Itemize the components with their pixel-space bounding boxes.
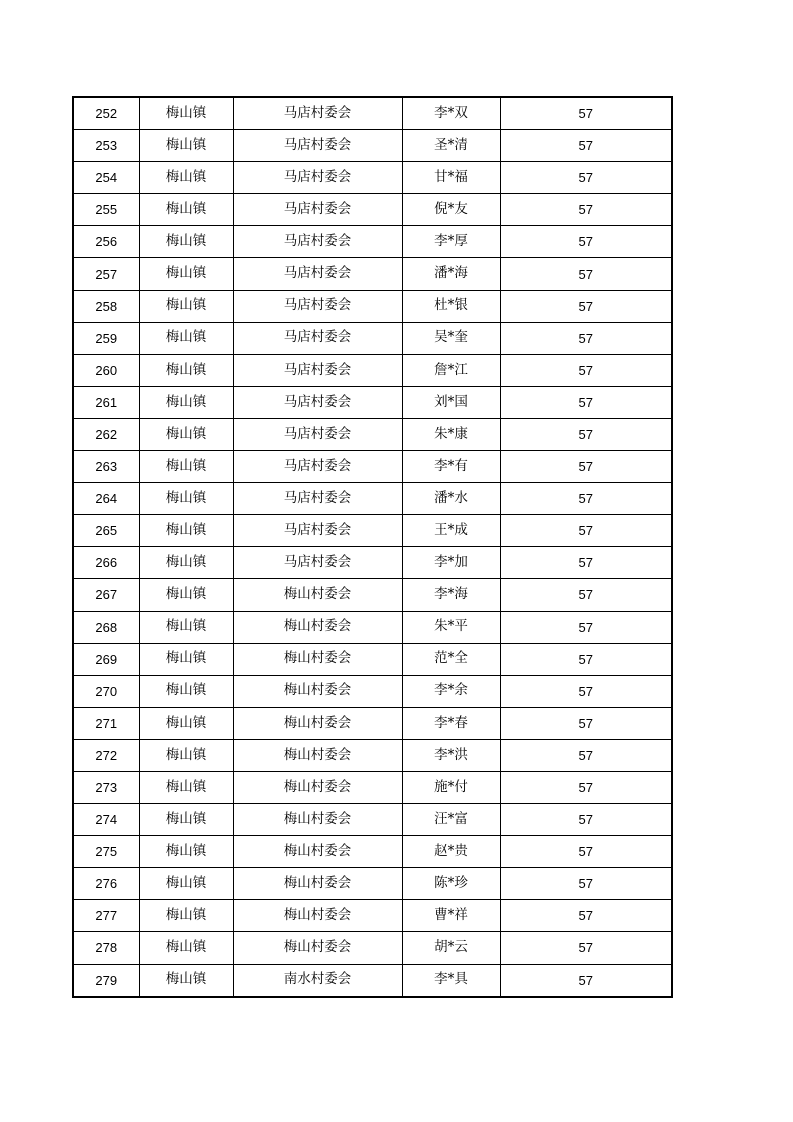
town-cell: 梅山镇 (139, 643, 233, 675)
row-number-cell: 279 (73, 964, 139, 997)
table-row (73, 964, 672, 997)
amount-cell: 57 (500, 354, 672, 386)
person-name-cell: 潘*海 (402, 258, 500, 290)
person-name-cell: 倪*友 (402, 194, 500, 226)
person-name-cell: 曹*祥 (402, 900, 500, 932)
row-number-cell: 258 (73, 290, 139, 322)
table-row (73, 739, 672, 771)
amount-cell: 57 (500, 547, 672, 579)
person-name-cell: 朱*康 (402, 418, 500, 450)
roster-table (72, 96, 673, 998)
person-name-cell: 李*有 (402, 451, 500, 483)
village-committee-cell: 梅山村委会 (233, 643, 402, 675)
row-number-cell: 256 (73, 226, 139, 258)
town-cell: 梅山镇 (139, 354, 233, 386)
person-name-cell: 王*成 (402, 515, 500, 547)
person-name-cell: 詹*江 (402, 354, 500, 386)
amount-cell: 57 (500, 611, 672, 643)
town-cell: 梅山镇 (139, 451, 233, 483)
town-cell: 梅山镇 (139, 771, 233, 803)
table-row (73, 354, 672, 386)
person-name-cell: 李*加 (402, 547, 500, 579)
town-cell: 梅山镇 (139, 418, 233, 450)
town-cell: 梅山镇 (139, 707, 233, 739)
person-name-cell: 甘*福 (402, 162, 500, 194)
village-committee-cell: 马店村委会 (233, 418, 402, 450)
person-name-cell: 杜*银 (402, 290, 500, 322)
person-name-cell: 刘*国 (402, 386, 500, 418)
village-committee-cell: 马店村委会 (233, 483, 402, 515)
table-row (73, 611, 672, 643)
person-name-cell: 潘*水 (402, 483, 500, 515)
town-cell: 梅山镇 (139, 130, 233, 162)
person-name-cell: 李*洪 (402, 739, 500, 771)
amount-cell: 57 (500, 739, 672, 771)
village-committee-cell: 马店村委会 (233, 322, 402, 354)
town-cell: 梅山镇 (139, 868, 233, 900)
table-row (73, 868, 672, 900)
town-cell: 梅山镇 (139, 290, 233, 322)
town-cell: 梅山镇 (139, 386, 233, 418)
amount-cell: 57 (500, 162, 672, 194)
town-cell: 梅山镇 (139, 194, 233, 226)
town-cell: 梅山镇 (139, 515, 233, 547)
row-number-cell: 264 (73, 483, 139, 515)
town-cell: 梅山镇 (139, 739, 233, 771)
town-cell: 梅山镇 (139, 932, 233, 964)
town-cell: 梅山镇 (139, 611, 233, 643)
row-number-cell: 278 (73, 932, 139, 964)
amount-cell: 57 (500, 675, 672, 707)
amount-cell: 57 (500, 579, 672, 611)
town-cell: 梅山镇 (139, 483, 233, 515)
row-number-cell: 268 (73, 611, 139, 643)
table-row (73, 771, 672, 803)
person-name-cell: 李*春 (402, 707, 500, 739)
village-committee-cell: 梅山村委会 (233, 739, 402, 771)
town-cell: 梅山镇 (139, 804, 233, 836)
table-row (73, 386, 672, 418)
row-number-cell: 266 (73, 547, 139, 579)
row-number-cell: 252 (73, 97, 139, 130)
village-committee-cell: 马店村委会 (233, 386, 402, 418)
town-cell: 梅山镇 (139, 226, 233, 258)
village-committee-cell: 梅山村委会 (233, 675, 402, 707)
row-number-cell: 275 (73, 836, 139, 868)
person-name-cell: 圣*清 (402, 130, 500, 162)
village-committee-cell: 梅山村委会 (233, 900, 402, 932)
person-name-cell: 赵*贵 (402, 836, 500, 868)
village-committee-cell: 梅山村委会 (233, 707, 402, 739)
row-number-cell: 276 (73, 868, 139, 900)
village-committee-cell: 马店村委会 (233, 515, 402, 547)
village-committee-cell: 梅山村委会 (233, 932, 402, 964)
person-name-cell: 施*付 (402, 771, 500, 803)
amount-cell: 57 (500, 451, 672, 483)
town-cell: 梅山镇 (139, 258, 233, 290)
amount-cell: 57 (500, 932, 672, 964)
person-name-cell: 胡*云 (402, 932, 500, 964)
row-number-cell: 262 (73, 418, 139, 450)
table-row (73, 322, 672, 354)
table-row (73, 418, 672, 450)
amount-cell: 57 (500, 771, 672, 803)
person-name-cell: 李*余 (402, 675, 500, 707)
row-number-cell: 253 (73, 130, 139, 162)
town-cell: 梅山镇 (139, 964, 233, 997)
table-row (73, 643, 672, 675)
table-row (73, 130, 672, 162)
roster-table-body (73, 97, 672, 997)
town-cell: 梅山镇 (139, 579, 233, 611)
row-number-cell: 274 (73, 804, 139, 836)
row-number-cell: 265 (73, 515, 139, 547)
person-name-cell: 朱*平 (402, 611, 500, 643)
table-row (73, 836, 672, 868)
amount-cell: 57 (500, 97, 672, 130)
table-row (73, 900, 672, 932)
village-committee-cell: 马店村委会 (233, 290, 402, 322)
town-cell: 梅山镇 (139, 900, 233, 932)
amount-cell: 57 (500, 707, 672, 739)
village-committee-cell: 梅山村委会 (233, 804, 402, 836)
village-committee-cell: 马店村委会 (233, 162, 402, 194)
row-number-cell: 269 (73, 643, 139, 675)
village-committee-cell: 马店村委会 (233, 258, 402, 290)
row-number-cell: 255 (73, 194, 139, 226)
village-committee-cell: 梅山村委会 (233, 611, 402, 643)
person-name-cell: 陈*珍 (402, 868, 500, 900)
row-number-cell: 267 (73, 579, 139, 611)
table-row (73, 194, 672, 226)
amount-cell: 57 (500, 418, 672, 450)
amount-cell: 57 (500, 258, 672, 290)
village-committee-cell: 梅山村委会 (233, 836, 402, 868)
person-name-cell: 汪*富 (402, 804, 500, 836)
row-number-cell: 273 (73, 771, 139, 803)
row-number-cell: 254 (73, 162, 139, 194)
amount-cell: 57 (500, 868, 672, 900)
town-cell: 梅山镇 (139, 162, 233, 194)
village-committee-cell: 马店村委会 (233, 354, 402, 386)
person-name-cell: 李*海 (402, 579, 500, 611)
row-number-cell: 259 (73, 322, 139, 354)
row-number-cell: 277 (73, 900, 139, 932)
amount-cell: 57 (500, 290, 672, 322)
town-cell: 梅山镇 (139, 675, 233, 707)
amount-cell: 57 (500, 643, 672, 675)
amount-cell: 57 (500, 515, 672, 547)
table-row (73, 97, 672, 130)
table-row (73, 451, 672, 483)
village-committee-cell: 马店村委会 (233, 194, 402, 226)
person-name-cell: 吴*奎 (402, 322, 500, 354)
table-row (73, 675, 672, 707)
village-committee-cell: 梅山村委会 (233, 868, 402, 900)
amount-cell: 57 (500, 322, 672, 354)
town-cell: 梅山镇 (139, 322, 233, 354)
village-committee-cell: 梅山村委会 (233, 771, 402, 803)
table-row (73, 258, 672, 290)
row-number-cell: 270 (73, 675, 139, 707)
table-row (73, 804, 672, 836)
table-row (73, 226, 672, 258)
row-number-cell: 257 (73, 258, 139, 290)
amount-cell: 57 (500, 836, 672, 868)
amount-cell: 57 (500, 386, 672, 418)
table-row (73, 515, 672, 547)
village-committee-cell: 梅山村委会 (233, 579, 402, 611)
table-row (73, 579, 672, 611)
person-name-cell: 李*厚 (402, 226, 500, 258)
village-committee-cell: 南水村委会 (233, 964, 402, 997)
village-committee-cell: 马店村委会 (233, 97, 402, 130)
amount-cell: 57 (500, 964, 672, 997)
table-row (73, 162, 672, 194)
table-row (73, 547, 672, 579)
town-cell: 梅山镇 (139, 836, 233, 868)
town-cell: 梅山镇 (139, 97, 233, 130)
amount-cell: 57 (500, 194, 672, 226)
person-name-cell: 李*双 (402, 97, 500, 130)
table-row (73, 707, 672, 739)
table-row (73, 290, 672, 322)
row-number-cell: 263 (73, 451, 139, 483)
amount-cell: 57 (500, 900, 672, 932)
row-number-cell: 272 (73, 739, 139, 771)
person-name-cell: 李*具 (402, 964, 500, 997)
amount-cell: 57 (500, 226, 672, 258)
village-committee-cell: 马店村委会 (233, 451, 402, 483)
table-row (73, 932, 672, 964)
row-number-cell: 271 (73, 707, 139, 739)
person-name-cell: 范*全 (402, 643, 500, 675)
amount-cell: 57 (500, 130, 672, 162)
amount-cell: 57 (500, 804, 672, 836)
village-committee-cell: 马店村委会 (233, 130, 402, 162)
village-committee-cell: 马店村委会 (233, 226, 402, 258)
row-number-cell: 261 (73, 386, 139, 418)
town-cell: 梅山镇 (139, 547, 233, 579)
row-number-cell: 260 (73, 354, 139, 386)
table-row (73, 483, 672, 515)
village-committee-cell: 马店村委会 (233, 547, 402, 579)
amount-cell: 57 (500, 483, 672, 515)
